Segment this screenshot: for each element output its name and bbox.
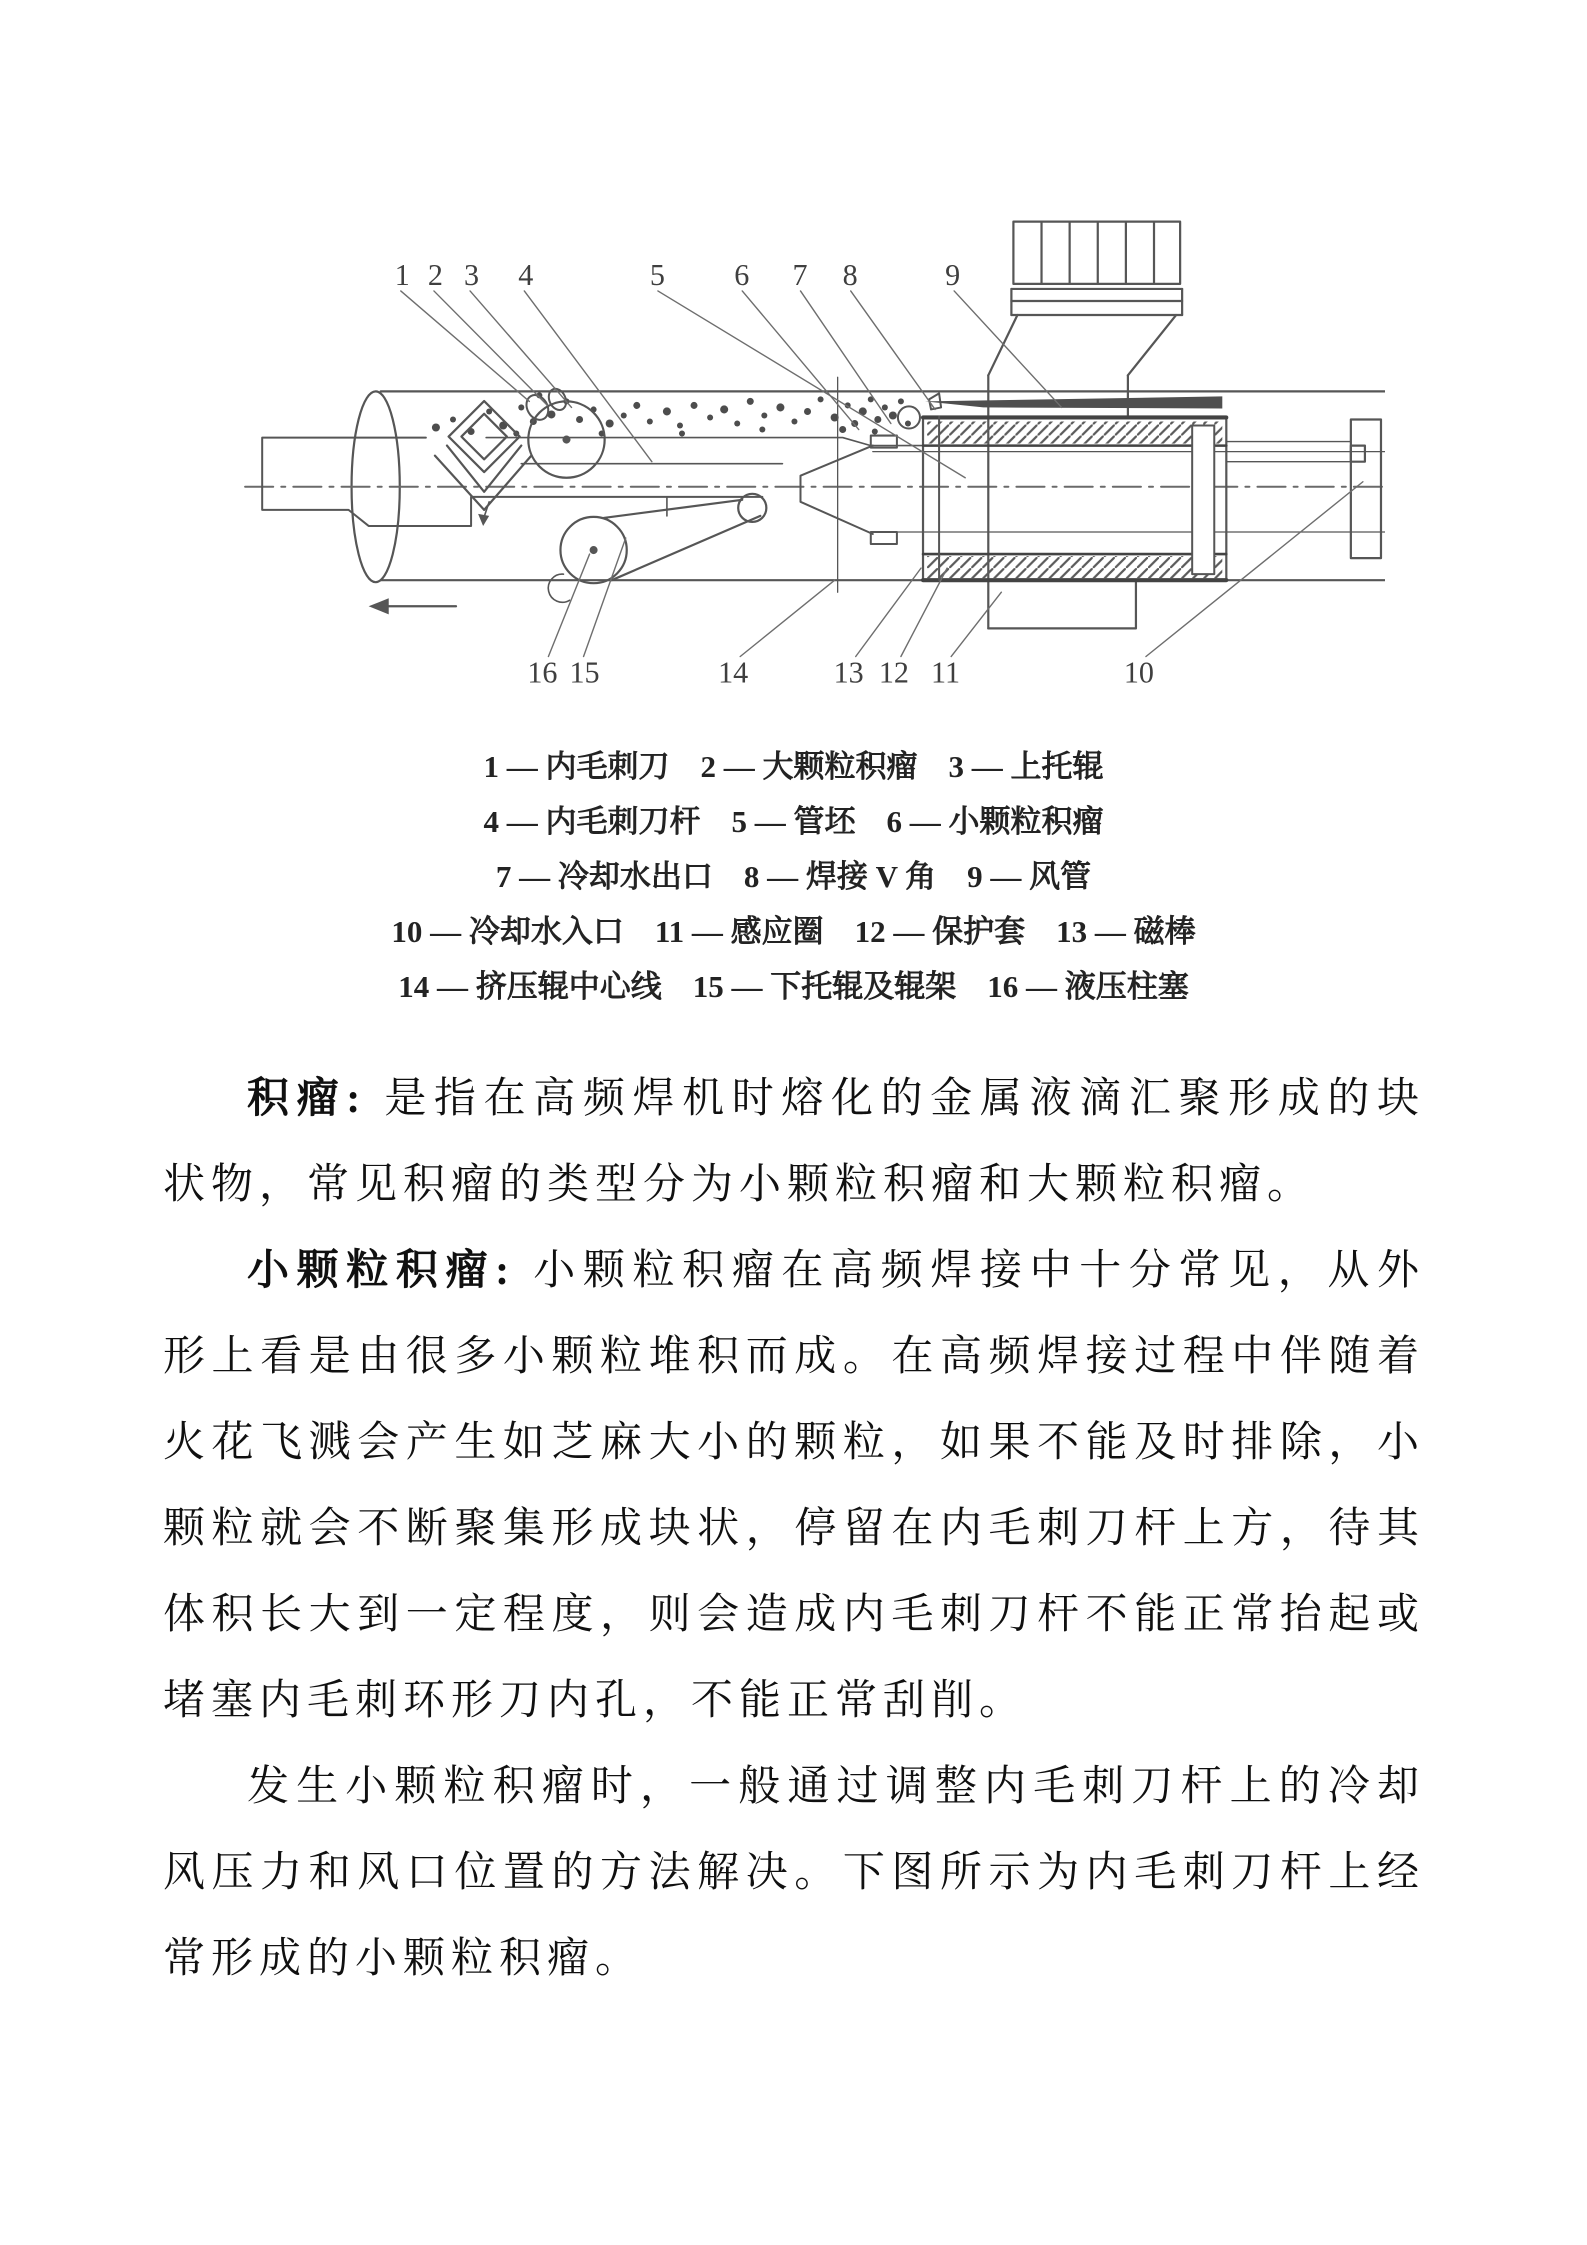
label-16: 16: [527, 655, 558, 690]
paragraph-content: 发生小颗粒积瘤时，一般通过调整内毛刺刀杆上的冷却风压力和风口位置的方法解决。下图所示为内毛刺刀杆上经常形成的小颗粒积瘤。: [163, 1764, 1425, 1982]
figure-legend: [0, 739, 1587, 1014]
air-pipe-tip: [925, 396, 1222, 408]
upper-support-roller: [528, 401, 604, 477]
paragraph-content: 小颗粒积瘤在高频焊接中十分常见，从外形上看是由很多小颗粒堆积而成。在高频焊接过程中伴随着火花飞溅会产生如芝麻大小的颗粒，如果不能及时排除，小颗粒就会不断聚集形成块状，停留在内毛刺刀杆上方，待其体积长大到一定程度，则会造成内毛刺刀杆不能正常抬起或堵塞内毛刺环形刀内孔，不能正常刮削。: [163, 1248, 1425, 1724]
inner-burr-cutter: [262, 401, 782, 526]
label-4: 4: [518, 257, 534, 292]
label-13: 13: [833, 655, 864, 690]
lower-roller-frame: [548, 494, 766, 602]
legend-line-1: 1 — 内毛刺刀 2 — 大颗粒积瘤 3 — 上托辊: [483, 749, 1104, 784]
extrusion-zone: [800, 377, 896, 592]
label-6: 6: [734, 257, 750, 292]
legend-line-4: 10 — 冷却水入口 11 — 感应圈 12 — 保护套 13 — 磁棒: [391, 914, 1196, 949]
paragraph-small-particle-buildup: [163, 1228, 1425, 1744]
paragraph-lead: 积瘤:: [247, 1076, 367, 1122]
label-2: 2: [427, 257, 443, 292]
welding-machine-diagram: [220, 148, 1385, 696]
label-1: 1: [394, 257, 410, 292]
paragraph-solution: [163, 1744, 1425, 2002]
label-9: 9: [945, 257, 961, 292]
leader-lines: [401, 291, 1363, 657]
paragraph-lead: 小颗粒积瘤:: [247, 1248, 516, 1294]
direction-arrow: [369, 598, 456, 614]
legend-line-3: 7 — 冷却水出口 8 — 焊接 V 角 9 — 风管: [495, 859, 1092, 894]
label-11: 11: [931, 655, 961, 690]
paragraph-buildup-definition: [163, 1056, 1425, 1228]
small-particle-buildup: [432, 392, 911, 436]
label-15: 15: [569, 655, 600, 690]
legend-line-2: 4 — 内毛刺刀杆 5 — 管坯 6 — 小颗粒积瘤: [483, 804, 1104, 839]
label-5: 5: [649, 257, 665, 292]
diagram-number-labels: [395, 258, 1154, 690]
cooling-water-inlet-cap: [1226, 419, 1381, 558]
label-3: 3: [464, 257, 480, 292]
paragraph-content: 是指在高频焊机时熔化的金属液滴汇聚形成的块状物，常见积瘤的类型分为小颗粒积瘤和大颗粒积瘤。: [163, 1076, 1425, 1208]
label-12: 12: [878, 655, 909, 690]
legend-line-5: 14 — 挤压辊中心线 15 — 下托辊及辊架 16 — 液压柱塞: [398, 969, 1189, 1004]
label-10: 10: [1123, 655, 1154, 690]
label-14: 14: [718, 655, 749, 690]
body-text: [163, 1056, 1425, 2002]
label-7: 7: [792, 257, 808, 292]
label-8: 8: [842, 257, 858, 292]
